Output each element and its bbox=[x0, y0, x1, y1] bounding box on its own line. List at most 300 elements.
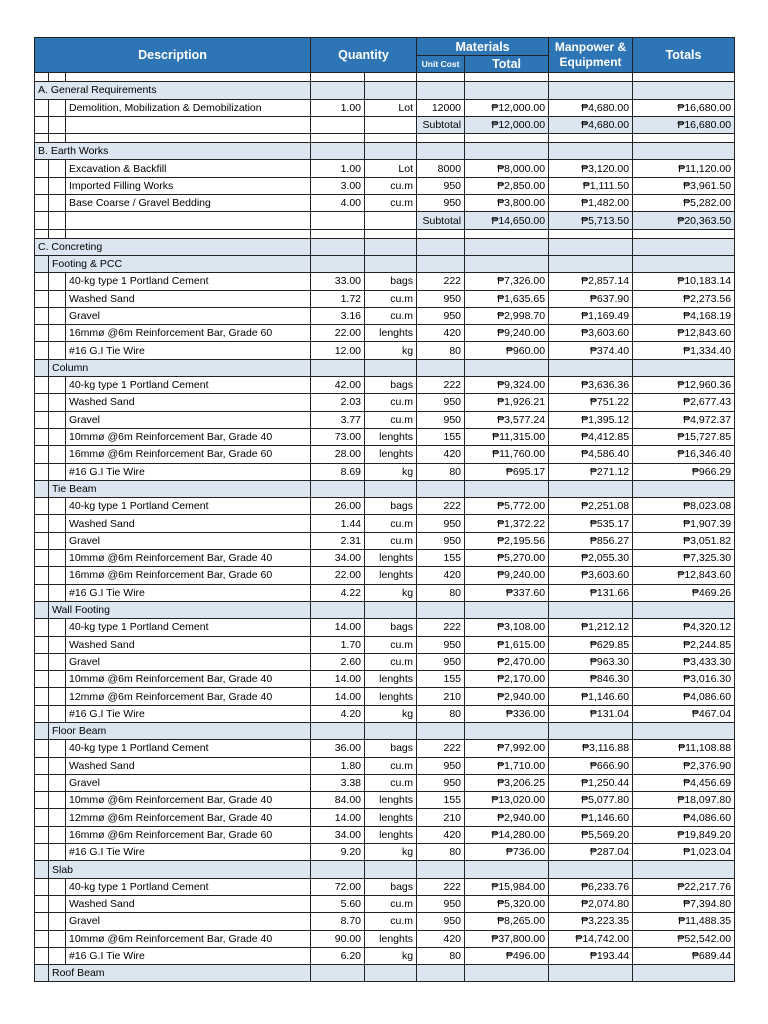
empty-cell bbox=[311, 73, 365, 82]
item-description: 16mmø @6m Reinforcement Bar, Grade 60 bbox=[66, 826, 311, 843]
empty-cell bbox=[311, 229, 365, 238]
item-unit-cost: 420 bbox=[417, 930, 465, 947]
item-unit: cu.m bbox=[365, 394, 417, 411]
empty-cell bbox=[49, 515, 66, 532]
section-row bbox=[35, 143, 735, 160]
item-manpower: ₱3,120.00 bbox=[549, 160, 633, 177]
empty-cell bbox=[549, 480, 633, 497]
subtotal-row bbox=[35, 116, 735, 133]
empty-cell bbox=[35, 480, 49, 497]
table-row bbox=[35, 913, 735, 930]
item-unit-cost: 80 bbox=[417, 844, 465, 861]
empty-cell bbox=[35, 965, 49, 982]
table-row bbox=[35, 307, 735, 324]
item-total: ₱11,120.00 bbox=[633, 160, 735, 177]
item-manpower: ₱14,742.00 bbox=[549, 930, 633, 947]
empty-cell bbox=[35, 515, 49, 532]
empty-cell bbox=[35, 740, 49, 757]
empty-cell bbox=[49, 878, 66, 895]
item-manpower: ₱271.12 bbox=[549, 463, 633, 480]
item-unit: Lot bbox=[365, 99, 417, 116]
item-manpower: ₱4,680.00 bbox=[549, 99, 633, 116]
item-quantity: 36.00 bbox=[311, 740, 365, 757]
empty-cell bbox=[311, 134, 365, 143]
subsection-row bbox=[35, 480, 735, 497]
empty-cell bbox=[365, 861, 417, 878]
item-materials-total: ₱11,760.00 bbox=[465, 446, 549, 463]
subtotal-manpower: ₱4,680.00 bbox=[549, 116, 633, 133]
item-unit: cu.m bbox=[365, 290, 417, 307]
empty-cell bbox=[35, 195, 49, 212]
item-unit-cost: 80 bbox=[417, 947, 465, 964]
item-description: Washed Sand bbox=[66, 636, 311, 653]
item-total: ₱18,097.80 bbox=[633, 792, 735, 809]
empty-cell bbox=[35, 671, 49, 688]
subtotal-label: Subtotal bbox=[417, 212, 465, 229]
item-manpower: ₱374.40 bbox=[549, 342, 633, 359]
empty-cell bbox=[465, 143, 549, 160]
item-total: ₱5,282.00 bbox=[633, 195, 735, 212]
empty-cell bbox=[66, 116, 311, 133]
empty-cell bbox=[49, 913, 66, 930]
subtotal-materials: ₱12,000.00 bbox=[465, 116, 549, 133]
empty-cell bbox=[49, 160, 66, 177]
empty-cell bbox=[465, 73, 549, 82]
item-manpower: ₱629.85 bbox=[549, 636, 633, 653]
item-unit: cu.m bbox=[365, 307, 417, 324]
item-manpower: ₱2,857.14 bbox=[549, 273, 633, 290]
item-materials-total: ₱9,240.00 bbox=[465, 325, 549, 342]
item-total: ₱4,320.12 bbox=[633, 619, 735, 636]
item-manpower: ₱193.44 bbox=[549, 947, 633, 964]
empty-cell bbox=[465, 238, 549, 255]
empty-cell bbox=[365, 134, 417, 143]
item-unit: kg bbox=[365, 705, 417, 722]
item-quantity: 28.00 bbox=[311, 446, 365, 463]
empty-cell bbox=[66, 73, 311, 82]
item-quantity: 3.16 bbox=[311, 307, 365, 324]
item-quantity: 8.70 bbox=[311, 913, 365, 930]
item-unit: lenghts bbox=[365, 325, 417, 342]
empty-cell bbox=[49, 947, 66, 964]
empty-cell bbox=[49, 212, 66, 229]
item-total: ₱2,244.85 bbox=[633, 636, 735, 653]
item-unit: cu.m bbox=[365, 895, 417, 912]
empty-cell bbox=[35, 428, 49, 445]
item-materials-total: ₱2,470.00 bbox=[465, 653, 549, 670]
item-quantity: 1.80 bbox=[311, 757, 365, 774]
item-description: 40-kg type 1 Portland Cement bbox=[66, 619, 311, 636]
spacer-row bbox=[35, 73, 735, 82]
item-unit: cu.m bbox=[365, 913, 417, 930]
empty-cell bbox=[35, 134, 49, 143]
item-materials-total: ₱7,326.00 bbox=[465, 273, 549, 290]
empty-cell bbox=[49, 463, 66, 480]
empty-cell bbox=[35, 342, 49, 359]
empty-cell bbox=[35, 895, 49, 912]
table-row bbox=[35, 567, 735, 584]
empty-cell bbox=[365, 73, 417, 82]
item-quantity: 1.70 bbox=[311, 636, 365, 653]
item-materials-total: ₱7,992.00 bbox=[465, 740, 549, 757]
empty-cell bbox=[66, 134, 311, 143]
item-unit: cu.m bbox=[365, 757, 417, 774]
empty-cell bbox=[35, 878, 49, 895]
empty-cell bbox=[633, 82, 735, 99]
empty-cell bbox=[35, 601, 49, 618]
item-manpower: ₱1,146.60 bbox=[549, 809, 633, 826]
empty-cell bbox=[49, 307, 66, 324]
empty-cell bbox=[35, 913, 49, 930]
empty-cell bbox=[365, 212, 417, 229]
table-row bbox=[35, 325, 735, 342]
empty-cell bbox=[49, 844, 66, 861]
item-materials-total: ₱8,265.00 bbox=[465, 913, 549, 930]
table-row bbox=[35, 550, 735, 567]
section-label: B. Earth Works bbox=[35, 143, 311, 160]
item-manpower: ₱131.66 bbox=[549, 584, 633, 601]
empty-cell bbox=[365, 229, 417, 238]
empty-cell bbox=[633, 255, 735, 272]
item-materials-total: ₱2,195.56 bbox=[465, 532, 549, 549]
item-materials-total: ₱2,940.00 bbox=[465, 688, 549, 705]
item-quantity: 4.20 bbox=[311, 705, 365, 722]
item-description: Washed Sand bbox=[66, 895, 311, 912]
item-manpower: ₱535.17 bbox=[549, 515, 633, 532]
item-materials-total: ₱8,000.00 bbox=[465, 160, 549, 177]
table-row bbox=[35, 740, 735, 757]
empty-cell bbox=[549, 722, 633, 739]
empty-cell bbox=[35, 359, 49, 376]
empty-cell bbox=[49, 740, 66, 757]
item-quantity: 2.03 bbox=[311, 394, 365, 411]
item-description: Gravel bbox=[66, 307, 311, 324]
item-manpower: ₱3,223.35 bbox=[549, 913, 633, 930]
item-quantity: 22.00 bbox=[311, 567, 365, 584]
item-total: ₱12,843.60 bbox=[633, 325, 735, 342]
empty-cell bbox=[465, 480, 549, 497]
item-quantity: 2.60 bbox=[311, 653, 365, 670]
empty-cell bbox=[35, 290, 49, 307]
item-manpower: ₱2,251.08 bbox=[549, 498, 633, 515]
table-row bbox=[35, 342, 735, 359]
materials-header: Materials bbox=[417, 38, 549, 56]
item-unit: lenghts bbox=[365, 446, 417, 463]
item-manpower: ₱5,569.20 bbox=[549, 826, 633, 843]
item-description: #16 G.I Tie Wire bbox=[66, 342, 311, 359]
item-materials-total: ₱37,800.00 bbox=[465, 930, 549, 947]
empty-cell bbox=[417, 134, 465, 143]
empty-cell bbox=[49, 567, 66, 584]
item-total: ₱689.44 bbox=[633, 947, 735, 964]
item-unit-cost: 950 bbox=[417, 532, 465, 549]
item-quantity: 90.00 bbox=[311, 930, 365, 947]
item-unit-cost: 950 bbox=[417, 195, 465, 212]
quantity-header: Quantity bbox=[311, 38, 417, 73]
item-quantity: 34.00 bbox=[311, 826, 365, 843]
empty-cell bbox=[35, 446, 49, 463]
table-row bbox=[35, 160, 735, 177]
item-quantity: 72.00 bbox=[311, 878, 365, 895]
empty-cell bbox=[66, 212, 311, 229]
empty-cell bbox=[549, 73, 633, 82]
item-unit-cost: 222 bbox=[417, 619, 465, 636]
empty-cell bbox=[417, 861, 465, 878]
item-quantity: 34.00 bbox=[311, 550, 365, 567]
empty-cell bbox=[549, 143, 633, 160]
empty-cell bbox=[35, 844, 49, 861]
table-row bbox=[35, 844, 735, 861]
empty-cell bbox=[35, 498, 49, 515]
item-unit: lenghts bbox=[365, 550, 417, 567]
item-description: 10mmø @6m Reinforcement Bar, Grade 40 bbox=[66, 792, 311, 809]
item-manpower: ₱3,116.88 bbox=[549, 740, 633, 757]
empty-cell bbox=[49, 428, 66, 445]
subsection-row bbox=[35, 255, 735, 272]
table-row bbox=[35, 636, 735, 653]
item-manpower: ₱131.04 bbox=[549, 705, 633, 722]
empty-cell bbox=[35, 273, 49, 290]
item-unit-cost: 950 bbox=[417, 774, 465, 791]
subtotal-label: Subtotal bbox=[417, 116, 465, 133]
item-description: Washed Sand bbox=[66, 394, 311, 411]
empty-cell bbox=[311, 861, 365, 878]
totals-header: Totals bbox=[633, 38, 735, 73]
empty-cell bbox=[311, 212, 365, 229]
table-body bbox=[35, 73, 735, 982]
empty-cell bbox=[35, 636, 49, 653]
empty-cell bbox=[49, 636, 66, 653]
item-materials-total: ₱9,240.00 bbox=[465, 567, 549, 584]
item-description: 10mmø @6m Reinforcement Bar, Grade 40 bbox=[66, 671, 311, 688]
empty-cell bbox=[35, 99, 49, 116]
empty-cell bbox=[35, 774, 49, 791]
item-total: ₱7,394.80 bbox=[633, 895, 735, 912]
item-description: 40-kg type 1 Portland Cement bbox=[66, 740, 311, 757]
table-row bbox=[35, 463, 735, 480]
item-unit-cost: 80 bbox=[417, 463, 465, 480]
table-row bbox=[35, 947, 735, 964]
empty-cell bbox=[417, 722, 465, 739]
item-unit: kg bbox=[365, 844, 417, 861]
item-total: ₱15,727.85 bbox=[633, 428, 735, 445]
item-quantity: 5.60 bbox=[311, 895, 365, 912]
empty-cell bbox=[549, 134, 633, 143]
item-unit: bags bbox=[365, 498, 417, 515]
item-unit: lenghts bbox=[365, 826, 417, 843]
empty-cell bbox=[365, 116, 417, 133]
item-total: ₱2,376.90 bbox=[633, 757, 735, 774]
empty-cell bbox=[549, 861, 633, 878]
item-quantity: 33.00 bbox=[311, 273, 365, 290]
item-description: 40-kg type 1 Portland Cement bbox=[66, 377, 311, 394]
item-total: ₱4,086.60 bbox=[633, 809, 735, 826]
empty-cell bbox=[35, 947, 49, 964]
empty-cell bbox=[49, 826, 66, 843]
table-row bbox=[35, 826, 735, 843]
subsection-label: Column bbox=[49, 359, 311, 376]
table-row bbox=[35, 671, 735, 688]
empty-cell bbox=[365, 601, 417, 618]
item-description: 40-kg type 1 Portland Cement bbox=[66, 878, 311, 895]
item-unit: bags bbox=[365, 740, 417, 757]
item-description: #16 G.I Tie Wire bbox=[66, 947, 311, 964]
item-total: ₱3,016.30 bbox=[633, 671, 735, 688]
item-manpower: ₱637.90 bbox=[549, 290, 633, 307]
item-quantity: 3.00 bbox=[311, 177, 365, 194]
item-unit-cost: 950 bbox=[417, 411, 465, 428]
empty-cell bbox=[49, 73, 66, 82]
item-unit-cost: 950 bbox=[417, 913, 465, 930]
item-quantity: 2.31 bbox=[311, 532, 365, 549]
item-unit-cost: 950 bbox=[417, 394, 465, 411]
item-description: Washed Sand bbox=[66, 757, 311, 774]
item-manpower: ₱2,055.30 bbox=[549, 550, 633, 567]
empty-cell bbox=[49, 809, 66, 826]
item-total: ₱4,972.37 bbox=[633, 411, 735, 428]
item-total: ₱10,183.14 bbox=[633, 273, 735, 290]
item-total: ₱469.26 bbox=[633, 584, 735, 601]
empty-cell bbox=[35, 930, 49, 947]
empty-cell bbox=[35, 809, 49, 826]
item-manpower: ₱846.30 bbox=[549, 671, 633, 688]
item-materials-total: ₱2,170.00 bbox=[465, 671, 549, 688]
item-total: ₱12,960.36 bbox=[633, 377, 735, 394]
item-materials-total: ₱1,372.22 bbox=[465, 515, 549, 532]
item-materials-total: ₱3,577.24 bbox=[465, 411, 549, 428]
item-manpower: ₱1,250.44 bbox=[549, 774, 633, 791]
empty-cell bbox=[49, 671, 66, 688]
empty-cell bbox=[49, 584, 66, 601]
empty-cell bbox=[49, 134, 66, 143]
item-quantity: 1.72 bbox=[311, 290, 365, 307]
table-row bbox=[35, 377, 735, 394]
table-row bbox=[35, 532, 735, 549]
empty-cell bbox=[465, 229, 549, 238]
item-materials-total: ₱736.00 bbox=[465, 844, 549, 861]
item-unit: lenghts bbox=[365, 567, 417, 584]
empty-cell bbox=[35, 705, 49, 722]
item-quantity: 14.00 bbox=[311, 809, 365, 826]
item-total: ₱467.04 bbox=[633, 705, 735, 722]
empty-cell bbox=[311, 601, 365, 618]
empty-cell bbox=[49, 342, 66, 359]
item-total: ₱1,907.39 bbox=[633, 515, 735, 532]
item-quantity: 14.00 bbox=[311, 688, 365, 705]
empty-cell bbox=[49, 394, 66, 411]
empty-cell bbox=[35, 160, 49, 177]
item-total: ₱1,334.40 bbox=[633, 342, 735, 359]
item-total: ₱1,023.04 bbox=[633, 844, 735, 861]
subtotal-manpower: ₱5,713.50 bbox=[549, 212, 633, 229]
table-row bbox=[35, 428, 735, 445]
empty-cell bbox=[49, 705, 66, 722]
empty-cell bbox=[465, 601, 549, 618]
empty-cell bbox=[365, 82, 417, 99]
empty-cell bbox=[35, 394, 49, 411]
empty-cell bbox=[465, 861, 549, 878]
item-manpower: ₱5,077.80 bbox=[549, 792, 633, 809]
item-unit: cu.m bbox=[365, 177, 417, 194]
item-manpower: ₱4,586.40 bbox=[549, 446, 633, 463]
spacer-row bbox=[35, 134, 735, 143]
empty-cell bbox=[35, 532, 49, 549]
table-row bbox=[35, 653, 735, 670]
item-materials-total: ₱3,108.00 bbox=[465, 619, 549, 636]
item-total: ₱4,086.60 bbox=[633, 688, 735, 705]
item-materials-total: ₱5,320.00 bbox=[465, 895, 549, 912]
empty-cell bbox=[465, 134, 549, 143]
item-quantity: 14.00 bbox=[311, 671, 365, 688]
item-materials-total: ₱11,315.00 bbox=[465, 428, 549, 445]
empty-cell bbox=[633, 861, 735, 878]
section-label: A. General Requirements bbox=[35, 82, 311, 99]
table-row bbox=[35, 930, 735, 947]
item-description: Base Coarse / Gravel Bedding bbox=[66, 195, 311, 212]
table-row bbox=[35, 705, 735, 722]
item-description: Washed Sand bbox=[66, 290, 311, 307]
subsection-label: Roof Beam bbox=[49, 965, 311, 982]
empty-cell bbox=[417, 359, 465, 376]
item-description: #16 G.I Tie Wire bbox=[66, 844, 311, 861]
item-total: ₱16,346.40 bbox=[633, 446, 735, 463]
empty-cell bbox=[49, 895, 66, 912]
empty-cell bbox=[35, 619, 49, 636]
subsection-label: Slab bbox=[49, 861, 311, 878]
empty-cell bbox=[35, 653, 49, 670]
item-total: ₱12,843.60 bbox=[633, 567, 735, 584]
item-unit: cu.m bbox=[365, 411, 417, 428]
empty-cell bbox=[35, 229, 49, 238]
empty-cell bbox=[49, 930, 66, 947]
empty-cell bbox=[35, 177, 49, 194]
item-description: Gravel bbox=[66, 653, 311, 670]
item-unit: lenghts bbox=[365, 809, 417, 826]
item-unit-cost: 155 bbox=[417, 671, 465, 688]
item-unit: bags bbox=[365, 619, 417, 636]
item-total: ₱2,273.56 bbox=[633, 290, 735, 307]
item-description: 16mmø @6m Reinforcement Bar, Grade 60 bbox=[66, 446, 311, 463]
item-unit: cu.m bbox=[365, 774, 417, 791]
item-unit: lenghts bbox=[365, 688, 417, 705]
item-total: ₱19,849.20 bbox=[633, 826, 735, 843]
empty-cell bbox=[35, 722, 49, 739]
subtotal-total: ₱16,680.00 bbox=[633, 116, 735, 133]
empty-cell bbox=[633, 73, 735, 82]
item-unit-cost: 950 bbox=[417, 290, 465, 307]
empty-cell bbox=[311, 722, 365, 739]
item-manpower: ₱666.90 bbox=[549, 757, 633, 774]
item-quantity: 73.00 bbox=[311, 428, 365, 445]
item-manpower: ₱4,412.85 bbox=[549, 428, 633, 445]
empty-cell bbox=[465, 359, 549, 376]
empty-cell bbox=[35, 792, 49, 809]
empty-cell bbox=[633, 601, 735, 618]
item-unit-cost: 12000 bbox=[417, 99, 465, 116]
empty-cell bbox=[35, 411, 49, 428]
table-row bbox=[35, 394, 735, 411]
section-row bbox=[35, 82, 735, 99]
subsection-label: Wall Footing bbox=[49, 601, 311, 618]
item-materials-total: ₱2,850.00 bbox=[465, 177, 549, 194]
item-manpower: ₱856.27 bbox=[549, 532, 633, 549]
item-total: ₱11,108.88 bbox=[633, 740, 735, 757]
table-row bbox=[35, 195, 735, 212]
item-unit: lenghts bbox=[365, 930, 417, 947]
item-materials-total: ₱496.00 bbox=[465, 947, 549, 964]
item-unit: lenghts bbox=[365, 428, 417, 445]
empty-cell bbox=[417, 229, 465, 238]
